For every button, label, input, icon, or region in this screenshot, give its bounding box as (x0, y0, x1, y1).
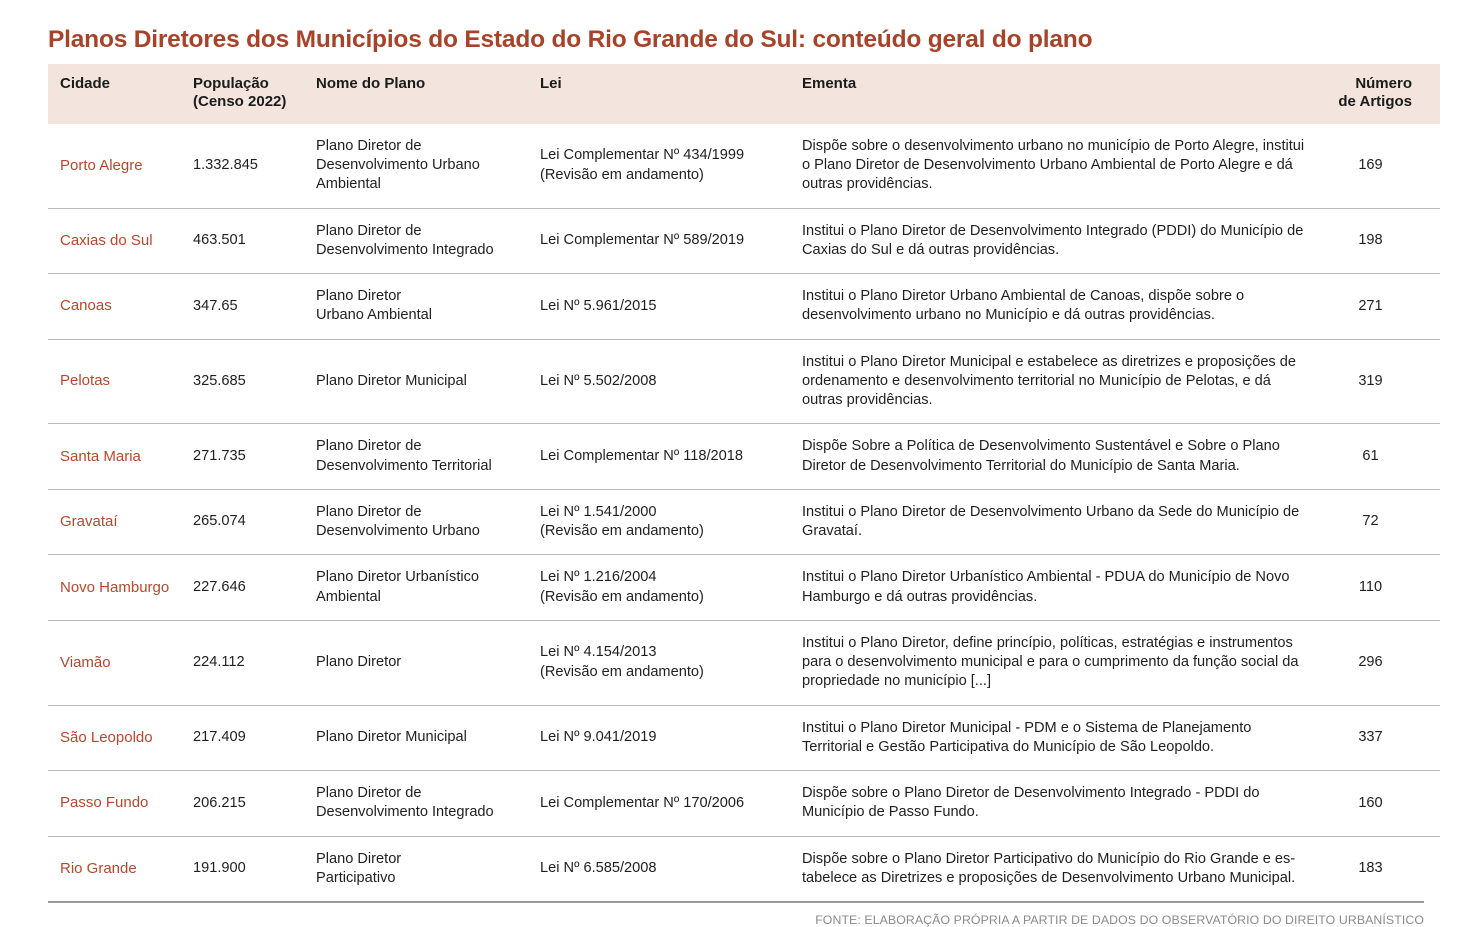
table-row (48, 339, 1440, 424)
lei-line1: Lei Complementar Nº 589/2019 (540, 232, 745, 249)
cell-ementa: Institui o Plano Diretor, define princípio, políticas, estratégias e instrumentos para o desenvolvimento municipal e para o cumprimento da função social da propriedade no município [...] (790, 620, 1315, 705)
cell-ementa: Institui o Plano Diretor de Desenvolvimento Integrado (PDDI) do Município de Caxias do Sul e dá outras providências. (790, 208, 1315, 274)
column-header-numero-line2: de Artigos (1338, 93, 1412, 111)
cell-populacao: 227.646 (181, 555, 304, 621)
cell-numero-de-artigos: 183 (1315, 836, 1440, 901)
column-header-lei: Lei (528, 64, 790, 124)
cell-cidade: Porto Alegre (48, 124, 181, 208)
plano-line1: Plano Diretor de (316, 785, 422, 802)
column-header-populacao-line1: População (193, 75, 269, 93)
table-row (48, 208, 1440, 274)
plano-line1: Plano Diretor Urbanístico (316, 569, 480, 586)
cell-cidade: Rio Grande (48, 836, 181, 901)
cell-ementa: Institui o Plano Diretor de Desenvolvimento Urbano da Sede do Município de Gravataí. (790, 489, 1315, 555)
column-header-ementa: Ementa (790, 64, 1315, 124)
table-row (48, 489, 1440, 555)
cell-nome-do-plano (304, 705, 528, 771)
plano-line1: Plano Diretor (316, 654, 402, 671)
cell-nome-do-plano (304, 208, 528, 274)
cell-nome-do-plano (304, 771, 528, 837)
cell-populacao: 347.65 (181, 274, 304, 340)
cell-numero-de-artigos: 271 (1315, 274, 1440, 340)
cell-nome-do-plano (304, 274, 528, 340)
cell-numero-de-artigos: 72 (1315, 489, 1440, 555)
plano-line2: Ambiental (316, 588, 381, 605)
plano-line1: Plano Diretor de (316, 222, 422, 239)
plano-line2: Desenvolvimento Integrado (316, 241, 494, 258)
cell-ementa: Dispõe sobre o Plano Diretor de Desenvolvimento Integrado - PDDI do Município de Passo Fundo. (790, 771, 1315, 837)
table-body (48, 124, 1440, 901)
cell-cidade: Viamão (48, 620, 181, 705)
plano-line1: Plano Diretor de (316, 438, 422, 455)
lei-line2: (Revisão em andamento) (540, 588, 704, 605)
cell-ementa: Institui o Plano Diretor Municipal - PDM e o Sistema de Planejamento Territorial e Gestão Participativa do Município de São Leopoldo. (790, 705, 1315, 771)
lei-line1: Lei Nº 5.502/2008 (540, 372, 657, 389)
lei-line1: Lei Nº 4.154/2013 (540, 644, 657, 661)
cell-lei (528, 705, 790, 771)
lei-line1: Lei Complementar Nº 118/2018 (540, 447, 744, 464)
cell-ementa: Institui o Plano Diretor Municipal e estabelece as diretrizes e proposições de ordenamento e desenvolvimento territorial no Município de Pelotas, e dá outras providências. (790, 339, 1315, 424)
table-row (48, 555, 1440, 621)
cell-cidade: Santa Maria (48, 424, 181, 490)
cell-ementa: Institui o Plano Diretor Urbanístico Ambiental - PDUA do Município de Novo Hamburgo e dá outras providências. (790, 555, 1315, 621)
cell-lei (528, 836, 790, 901)
column-header-numero-line1: Número (1355, 75, 1412, 93)
table-row (48, 274, 1440, 340)
table-header (48, 64, 1440, 124)
cell-numero-de-artigos: 337 (1315, 705, 1440, 771)
table-row (48, 836, 1440, 901)
lei-line1: Lei Complementar Nº 170/2006 (540, 794, 745, 811)
cell-lei (528, 620, 790, 705)
table-row (48, 705, 1440, 771)
cell-nome-do-plano (304, 124, 528, 208)
cell-numero-de-artigos: 160 (1315, 771, 1440, 837)
lei-line1: Lei Nº 5.961/2015 (540, 297, 657, 314)
plano-line1: Plano Diretor (316, 288, 402, 305)
table-wrapper (48, 64, 1424, 903)
plano-line1: Plano Diretor (316, 850, 402, 867)
lei-line2: (Revisão em andamento) (540, 523, 704, 540)
table-row (48, 424, 1440, 490)
cell-lei (528, 208, 790, 274)
cell-ementa: Institui o Plano Diretor Urbano Ambiental de Canoas, dispõe sobre o desenvolvimento urbano no Município e dá outras providências. (790, 274, 1315, 340)
cell-lei (528, 771, 790, 837)
cell-nome-do-plano (304, 489, 528, 555)
lei-line1: Lei Nº 1.541/2000 (540, 503, 657, 520)
lei-line2: (Revisão em andamento) (540, 166, 704, 183)
cell-numero-de-artigos: 198 (1315, 208, 1440, 274)
cell-populacao: 191.900 (181, 836, 304, 901)
cell-nome-do-plano (304, 555, 528, 621)
cell-populacao: 217.409 (181, 705, 304, 771)
page-title: Planos Diretores dos Municípios do Estado do Rio Grande do Sul: conteúdo geral do plano (48, 26, 1093, 53)
cell-populacao: 224.112 (181, 620, 304, 705)
cell-numero-de-artigos: 296 (1315, 620, 1440, 705)
plano-line1: Plano Diretor Municipal (316, 729, 467, 746)
table-header-row (48, 64, 1440, 124)
cell-cidade: Canoas (48, 274, 181, 340)
lei-line2: (Revisão em andamento) (540, 663, 704, 680)
source-note: FONTE: ELABORAÇÃO PRÓPRIA A PARTIR DE DADOS DO OBSERVATÓRIO DO DIREITO URBANÍSTICO (815, 913, 1424, 927)
cell-cidade: Gravataí (48, 489, 181, 555)
cell-populacao: 206.215 (181, 771, 304, 837)
cell-populacao: 463.501 (181, 208, 304, 274)
cell-nome-do-plano (304, 339, 528, 424)
cell-nome-do-plano (304, 424, 528, 490)
lei-line1: Lei Nº 1.216/2004 (540, 569, 657, 586)
cell-populacao: 1.332.845 (181, 124, 304, 208)
plano-line1: Plano Diretor de (316, 503, 422, 520)
plano-line2: Urbano Ambiental (316, 307, 433, 324)
table-row (48, 771, 1440, 837)
plano-line2: Desenvolvimento Urbano (316, 157, 480, 174)
cell-lei (528, 424, 790, 490)
cell-cidade: São Leopoldo (48, 705, 181, 771)
cell-cidade: Pelotas (48, 339, 181, 424)
cell-populacao: 271.735 (181, 424, 304, 490)
lei-line1: Lei Nº 6.585/2008 (540, 860, 657, 877)
lei-line1: Lei Nº 9.041/2019 (540, 729, 657, 746)
cell-lei (528, 339, 790, 424)
cell-ementa: Dispõe sobre o desenvolvimento urbano no município de Porto Alegre, institui o Plano Diretor de Desenvolvimento Urbano Ambiental de Porto Alegre e dá outras providências. (790, 124, 1315, 208)
cell-numero-de-artigos: 169 (1315, 124, 1440, 208)
plano-line3: Ambiental (316, 176, 381, 193)
cell-nome-do-plano (304, 620, 528, 705)
cell-numero-de-artigos: 61 (1315, 424, 1440, 490)
column-header-nome-do-plano: Nome do Plano (304, 64, 528, 124)
plano-line1: Plano Diretor de (316, 137, 422, 154)
lei-line1: Lei Complementar Nº 434/1999 (540, 147, 745, 164)
cell-cidade: Novo Hamburgo (48, 555, 181, 621)
plano-line1: Plano Diretor Municipal (316, 372, 467, 389)
plano-line2: Desenvolvimento Territorial (316, 457, 492, 474)
cell-cidade: Caxias do Sul (48, 208, 181, 274)
table-row (48, 620, 1440, 705)
column-header-numero-de-artigos (1315, 64, 1440, 124)
plano-line2: Desenvolvimento Integrado (316, 804, 494, 821)
cell-cidade: Passo Fundo (48, 771, 181, 837)
cell-ementa: Dispõe sobre o Plano Diretor Participativo do Município do Rio Grande e es-tabelece as Diretrizes e proposições de Desenvolvimento Urbano Municipal. (790, 836, 1315, 901)
cell-ementa: Dispõe Sobre a Política de Desenvolvimento Sustentável e Sobre o Plano Diretor de Desenvolvimento Territorial do Município de Santa Maria. (790, 424, 1315, 490)
cell-lei (528, 555, 790, 621)
table-row (48, 124, 1440, 208)
cell-lei (528, 274, 790, 340)
plano-line2: Participativo (316, 869, 396, 886)
column-header-populacao-line2: (Censo 2022) (193, 93, 287, 111)
planos-diretores-table (48, 64, 1440, 901)
column-header-cidade: Cidade (48, 64, 181, 124)
plano-line2: Desenvolvimento Urbano (316, 523, 480, 540)
cell-populacao: 325.685 (181, 339, 304, 424)
cell-populacao: 265.074 (181, 489, 304, 555)
cell-lei (528, 124, 790, 208)
cell-numero-de-artigos: 110 (1315, 555, 1440, 621)
cell-nome-do-plano (304, 836, 528, 901)
column-header-populacao (181, 64, 304, 124)
cell-numero-de-artigos: 319 (1315, 339, 1440, 424)
cell-lei (528, 489, 790, 555)
